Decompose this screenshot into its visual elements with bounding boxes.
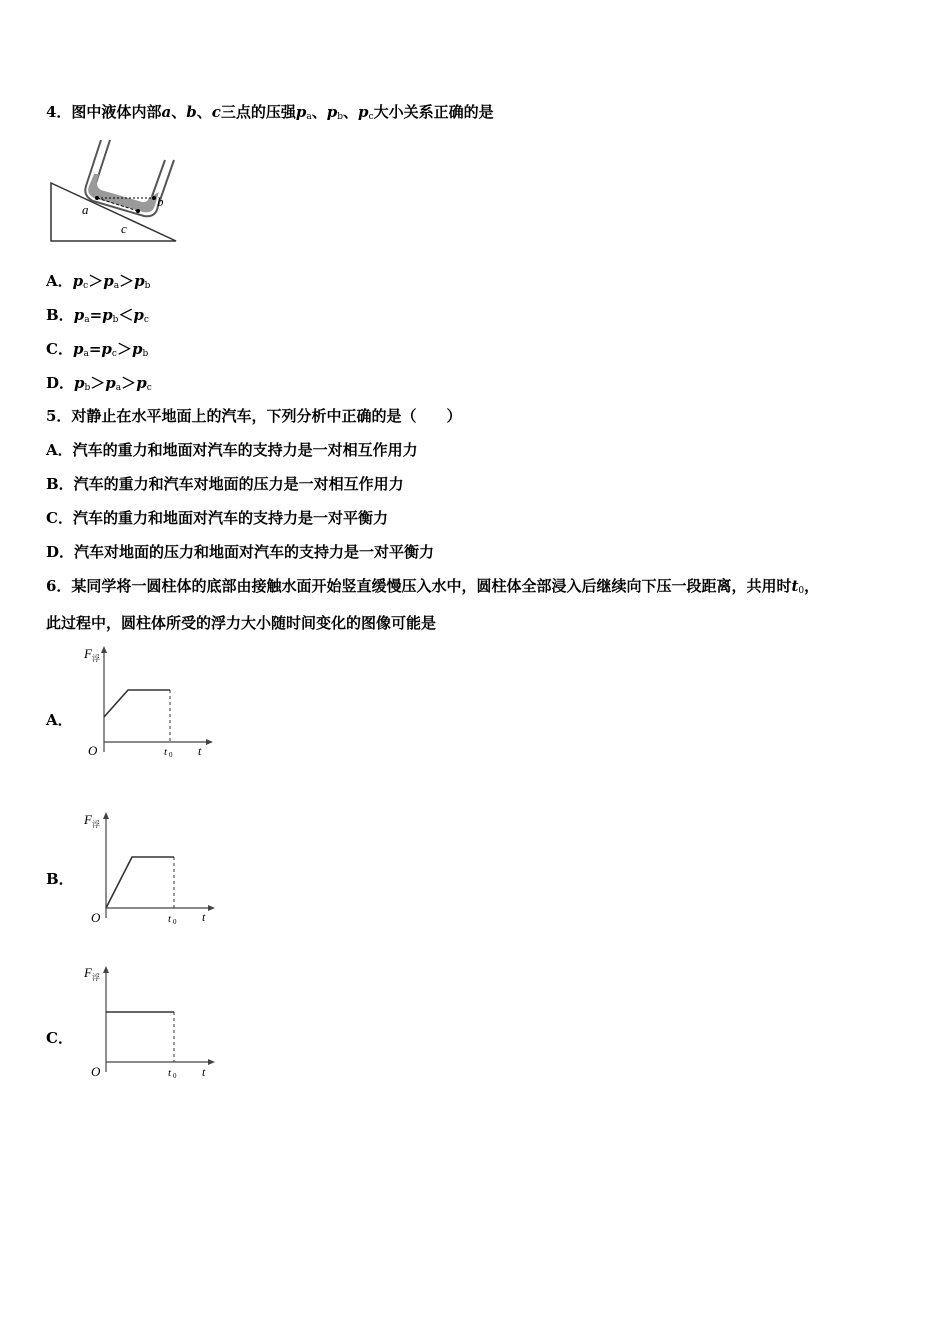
point-c-label: c — [121, 221, 127, 236]
svg-text:t: t — [168, 1067, 172, 1079]
svg-text:t: t — [198, 744, 202, 758]
svg-text:t: t — [164, 746, 168, 758]
point-b-label: b — [157, 194, 164, 209]
q5-option-c: C．汽车的重力和地面对汽车的支持力是一对平衡力 — [46, 509, 388, 527]
graph-a-curve — [104, 690, 170, 717]
q6-graph-c — [80, 960, 220, 1085]
q6-option-b-label: B． — [46, 870, 74, 888]
q6-graph-b — [80, 806, 220, 931]
u-tube-on-incline-figure — [46, 136, 181, 246]
graph-b-curve — [106, 857, 174, 908]
svg-text:0: 0 — [169, 751, 173, 759]
svg-text:F: F — [84, 812, 92, 827]
q5-stem: 5．对静止在水平地面上的汽车，下列分析中正确的是（ ） — [46, 407, 462, 425]
q5-option-d: D．汽车对地面的压力和地面对汽车的支持力是一对平衡力 — [46, 543, 435, 561]
svg-text:t: t — [168, 913, 172, 925]
svg-text:O: O — [91, 910, 101, 925]
svg-text:浮: 浮 — [92, 973, 100, 982]
q4-stem: 4．图中液体内部a、b、c三点的压强$p_a$、$p_b$、$p_c$大小关系正确的是 — [46, 103, 494, 122]
svg-text:O: O — [91, 1064, 101, 1079]
svg-text:F: F — [84, 646, 92, 661]
q6-option-a-label: A． — [46, 711, 73, 729]
q4-option-a: A．$p_c>p_a>p_b$ — [46, 272, 151, 291]
q6-stem-line1: 6．某同学将一圆柱体的底部由接触水面开始竖直缓慢压入水中，圆柱体全部浸入后继续向下压一段距离，共用时$t_0$， — [46, 577, 820, 596]
svg-text:浮: 浮 — [92, 654, 100, 663]
q5-option-a: A．汽车的重力和地面对汽车的支持力是一对相互作用力 — [46, 441, 418, 459]
q6-option-c-label: C． — [46, 1029, 73, 1047]
svg-text:F: F — [84, 965, 92, 980]
svg-text:O: O — [88, 743, 98, 758]
svg-text:0: 0 — [173, 1072, 177, 1080]
q4-option-c: C．$p_a=p_c>p_b$ — [46, 340, 149, 359]
q4-option-b: B．$p_a=p_b<p_c$ — [46, 306, 149, 325]
svg-text:t: t — [202, 910, 206, 924]
svg-text:浮: 浮 — [92, 820, 100, 829]
q5-option-b: B．汽车的重力和汽车对地面的压力是一对相互作用力 — [46, 475, 404, 493]
svg-text:t: t — [202, 1065, 206, 1079]
svg-text:0: 0 — [173, 918, 177, 926]
point-a-label: a — [82, 202, 89, 217]
q6-graph-a — [78, 640, 218, 765]
q6-stem-line2: 此过程中，圆柱体所受的浮力大小随时间变化的图像可能是 — [46, 614, 437, 632]
q4-option-d: D．$p_b>p_a>p_c$ — [46, 374, 152, 393]
